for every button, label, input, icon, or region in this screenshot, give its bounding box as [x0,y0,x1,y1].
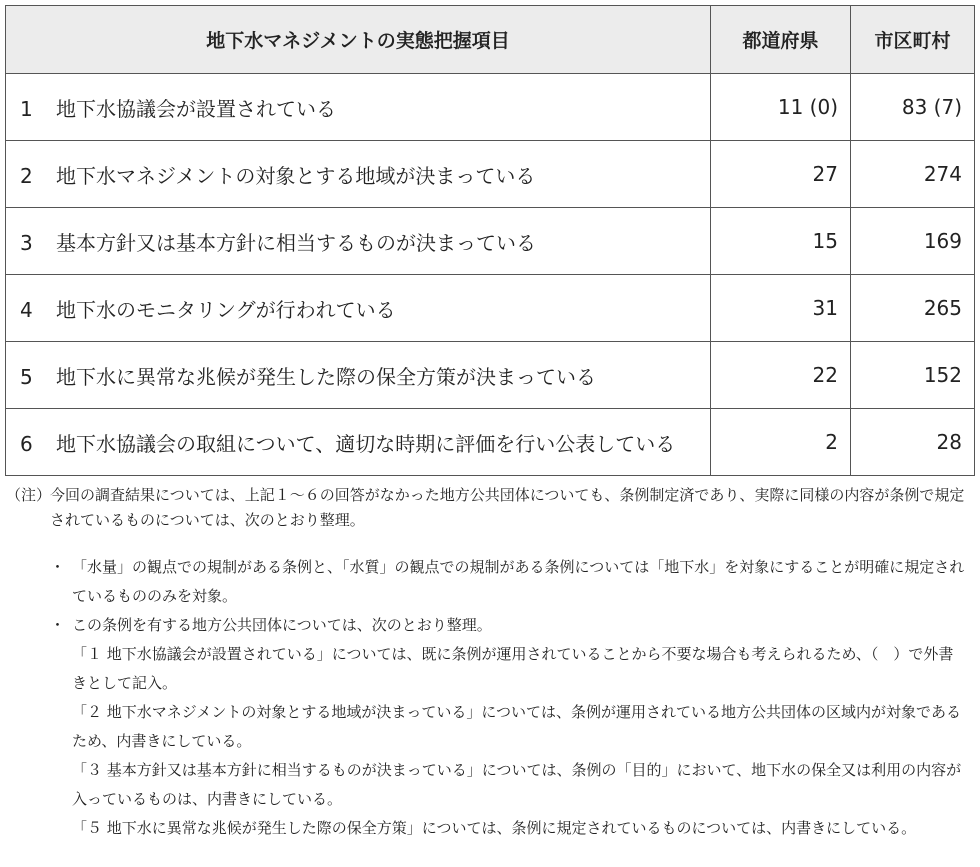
bullet-line: 「３ 基本方針又は基本方針に相当するものが決まっている」については、条例の「目的」において、地下水の保全又は利用の内容が入っているものは、内書きにしている。 [72,761,962,808]
prefecture-count: 2 [711,409,851,476]
item-cell [6,409,711,476]
header-municipality: 市区町村 [851,6,975,74]
item-cell [6,275,711,342]
municipality-count: 274 [851,141,975,208]
prefecture-count: 31 [711,275,851,342]
table-row [6,208,975,275]
note-bullet [50,611,968,843]
item-number: 1 [20,96,33,121]
prefecture-count: 27 [711,141,851,208]
item-number: 6 [20,431,33,456]
municipality-count: 28 [851,409,975,476]
item-cell [6,74,711,141]
table-row [6,342,975,409]
table-row [6,275,975,342]
bullet-body [72,611,968,843]
item-label: 地下水のモニタリングが行われている [56,297,396,322]
item-label: 地下水協議会が設置されている [56,96,336,121]
item-label: 地下水マネジメントの対象とする地域が決まっている [56,163,536,188]
municipality-count: 83 (7) [851,74,975,141]
item-cell [6,208,711,275]
bullet-line: 「５ 地下水に異常な兆候が発生した際の保全方策」については、条例に規定されているものについては、内書きにしている。 [72,819,917,837]
bullet-mark: ・ [50,616,66,634]
item-number: 4 [20,297,33,322]
table-row [6,141,975,208]
table-row [6,74,975,141]
item-number: 3 [20,230,33,255]
header-item: 地下水マネジメントの実態把握項目 [6,6,711,74]
bullet-mark: ・ [50,558,66,576]
item-cell [6,141,711,208]
item-number: 2 [20,163,33,188]
item-number: 5 [20,364,33,389]
prefecture-count: 22 [711,342,851,409]
note-bullet-list [50,553,968,843]
table-row [6,409,975,476]
item-cell [6,342,711,409]
municipality-count: 169 [851,208,975,275]
table-header-row [6,6,975,74]
note-block [6,483,970,533]
item-label: 基本方針又は基本方針に相当するものが決まっている [56,230,536,255]
header-prefecture: 都道府県 [711,6,851,74]
survey-table [5,5,975,476]
note-mark: （注） [6,486,52,504]
bullet-body [72,553,968,611]
bullet-line: この条例を有する地方公共団体については、次のとおり整理。 [72,616,492,634]
prefecture-count: 11 (0) [711,74,851,141]
bullet-line: 「水量」の観点での規制がある条例と、「水質」の観点での規制がある条例については「地下水」を対象にすることが明確に規定されているもののみを対象。 [72,558,965,605]
item-label: 地下水協議会の取組について、適切な時期に評価を行い公表している [56,431,676,456]
municipality-count: 152 [851,342,975,409]
item-label: 地下水に異常な兆候が発生した際の保全方策が決まっている [56,364,596,389]
note-bullet [50,553,968,611]
note-text: 今回の調査結果については、上記１～６の回答がなかった地方公共団体についても、条例制定済であり、実際に同様の内容が条例で規定されているものについては、次のとおり整理。 [50,486,965,529]
prefecture-count: 15 [711,208,851,275]
bullet-line: 「１ 地下水協議会が設置されている」については、既に条例が運用されていることから不要な場合も考えられるため、（ ）で外書きとして記入。 [72,645,954,692]
bullet-line: 「２ 地下水マネジメントの対象とする地域が決まっている」については、条例が運用されている地方公共団体の区域内が対象であるため、内書きにしている。 [72,703,962,750]
municipality-count: 265 [851,275,975,342]
